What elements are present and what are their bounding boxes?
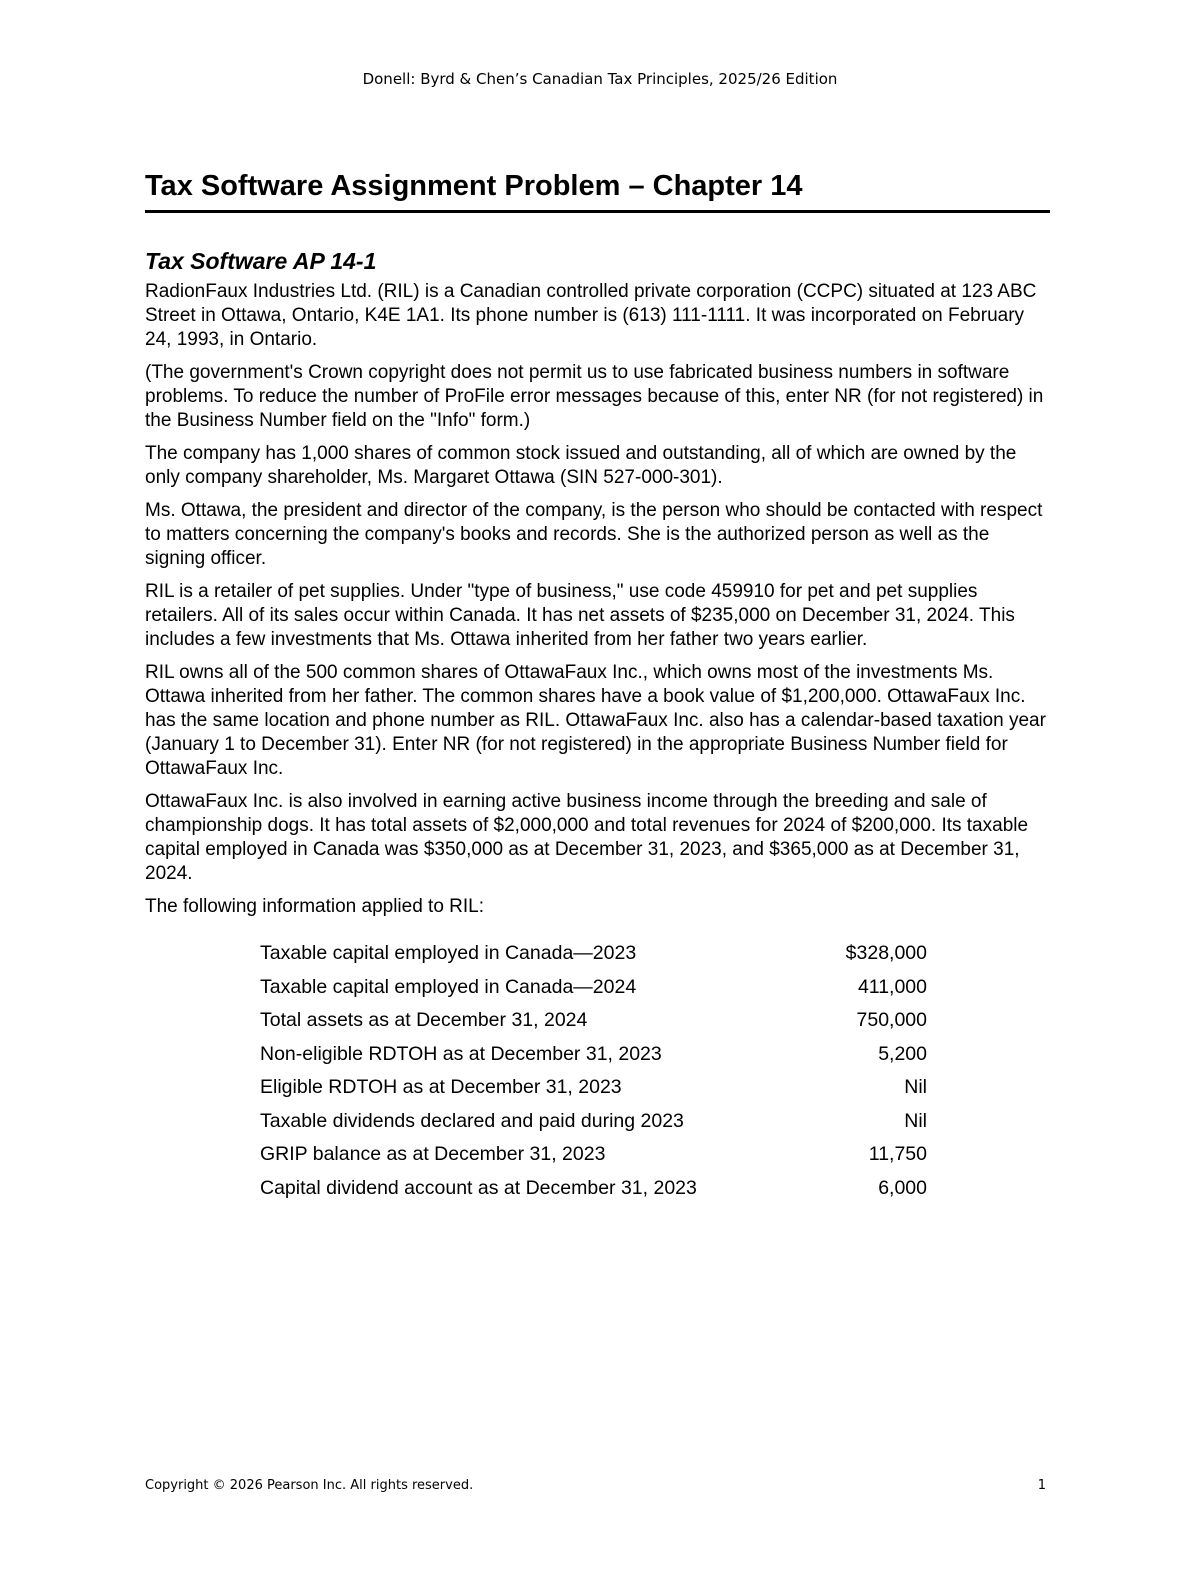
table-row-label: Total assets as at December 31, 2024	[260, 1009, 588, 1032]
table-row-label: Taxable capital employed in Canada—2023	[260, 942, 637, 965]
table-row	[260, 1105, 927, 1139]
paragraph-shareholder: The company has 1,000 shares of common stock issued and outstanding, all of which are owned by the only company shareholder, Ms. Margaret Ottawa (SIN 527-000-301).	[145, 443, 1017, 488]
paragraph-business-type: RIL is a retailer of pet supplies. Under "type of business," use code 459910 for pet and pet supplies retailers. All of its sales occur within Canada. It has net assets of $235,000 on December 31, 2024. This includes a few investments that Ms. Ottawa inherited from her father two years earlier.	[145, 581, 1015, 650]
table-row	[260, 937, 927, 971]
table-row-label: GRIP balance as at December 31, 2023	[260, 1143, 606, 1166]
table-row-value: 11,750	[868, 1143, 927, 1166]
table-row-value: $328,000	[845, 942, 927, 965]
table-row	[260, 1038, 927, 1072]
page-footer	[145, 1478, 1050, 1493]
table-row-label: Eligible RDTOH as at December 31, 2023	[260, 1076, 622, 1099]
table-row	[260, 1138, 927, 1172]
problem-title: Tax Software AP 14-1	[145, 248, 377, 274]
paragraph-table-intro: The following information applied to RIL:	[145, 896, 485, 917]
info-table	[260, 937, 927, 1205]
paragraph-business-number-note: (The government's Crown copyright does not permit us to use fabricated business numbers in software problems. To reduce the number of ProFile error messages because of this, enter NR (for not registered) in the Business Number field on the "Info" form.)	[145, 362, 1044, 431]
main-content	[145, 166, 1050, 1205]
paragraph-signing-officer: Ms. Ottawa, the president and director of the company, is the person who should be contacted with respect to matters concerning the company's books and records. She is the authorized person as well as the signing officer.	[145, 500, 1043, 569]
chapter-title: Tax Software Assignment Problem – Chapter 14	[145, 166, 1050, 213]
table-row-value: 6,000	[878, 1176, 927, 1199]
table-row-value: Nil	[904, 1109, 927, 1132]
running-header: Donell: Byrd & Chen’s Canadian Tax Principles, 2025/26 Edition	[362, 70, 838, 88]
table-row-value: 5,200	[878, 1042, 927, 1065]
table-row	[260, 971, 927, 1005]
copyright-notice: Copyright © 2026 Pearson Inc. All rights reserved.	[145, 1478, 474, 1493]
table-row-label: Taxable dividends declared and paid during 2023	[260, 1109, 684, 1132]
table-row	[260, 1004, 927, 1038]
table-row-label: Taxable capital employed in Canada—2024	[260, 975, 637, 998]
table-row-value: 750,000	[856, 1009, 927, 1032]
table-row-label: Non-eligible RDTOH as at December 31, 2023	[260, 1042, 662, 1065]
page-number: 1	[1037, 1478, 1046, 1493]
table-row-label: Capital dividend account as at December 31, 2023	[260, 1176, 697, 1199]
table-row	[260, 1071, 927, 1105]
paragraph-subsidiary: RIL owns all of the 500 common shares of OttawaFaux Inc., which owns most of the investments Ms. Ottawa inherited from her father. The common shares have a book value of $1,200,000. OttawaFaux Inc. has the same location and phone number as RIL. OttawaFaux Inc. also has a calendar-based taxation year (January 1 to December 31). Enter NR (for not registered) in the appropriate Business Number field for OttawaFaux Inc.	[145, 662, 1046, 779]
paragraph-subsidiary-business: OttawaFaux Inc. is also involved in earning active business income through the breeding and sale of championship dogs. It has total assets of $2,000,000 and total revenues for 2024 of $200,000. Its taxable capital employed in Canada was $350,000 as at December 31, 2023, and $365,000 as at December 31, 2024.	[145, 791, 1029, 884]
table-row-value: Nil	[904, 1076, 927, 1099]
paragraph-company-details: RadionFaux Industries Ltd. (RIL) is a Canadian controlled private corporation (CCPC) situated at 123 ABC Street in Ottawa, Ontario, K4E 1A1. Its phone number is (613) 111-1111. It was incorporated on February 24, 1993, in Ontario.	[145, 281, 1037, 350]
table-row-value: 411,000	[857, 975, 927, 998]
table-row	[260, 1172, 927, 1206]
